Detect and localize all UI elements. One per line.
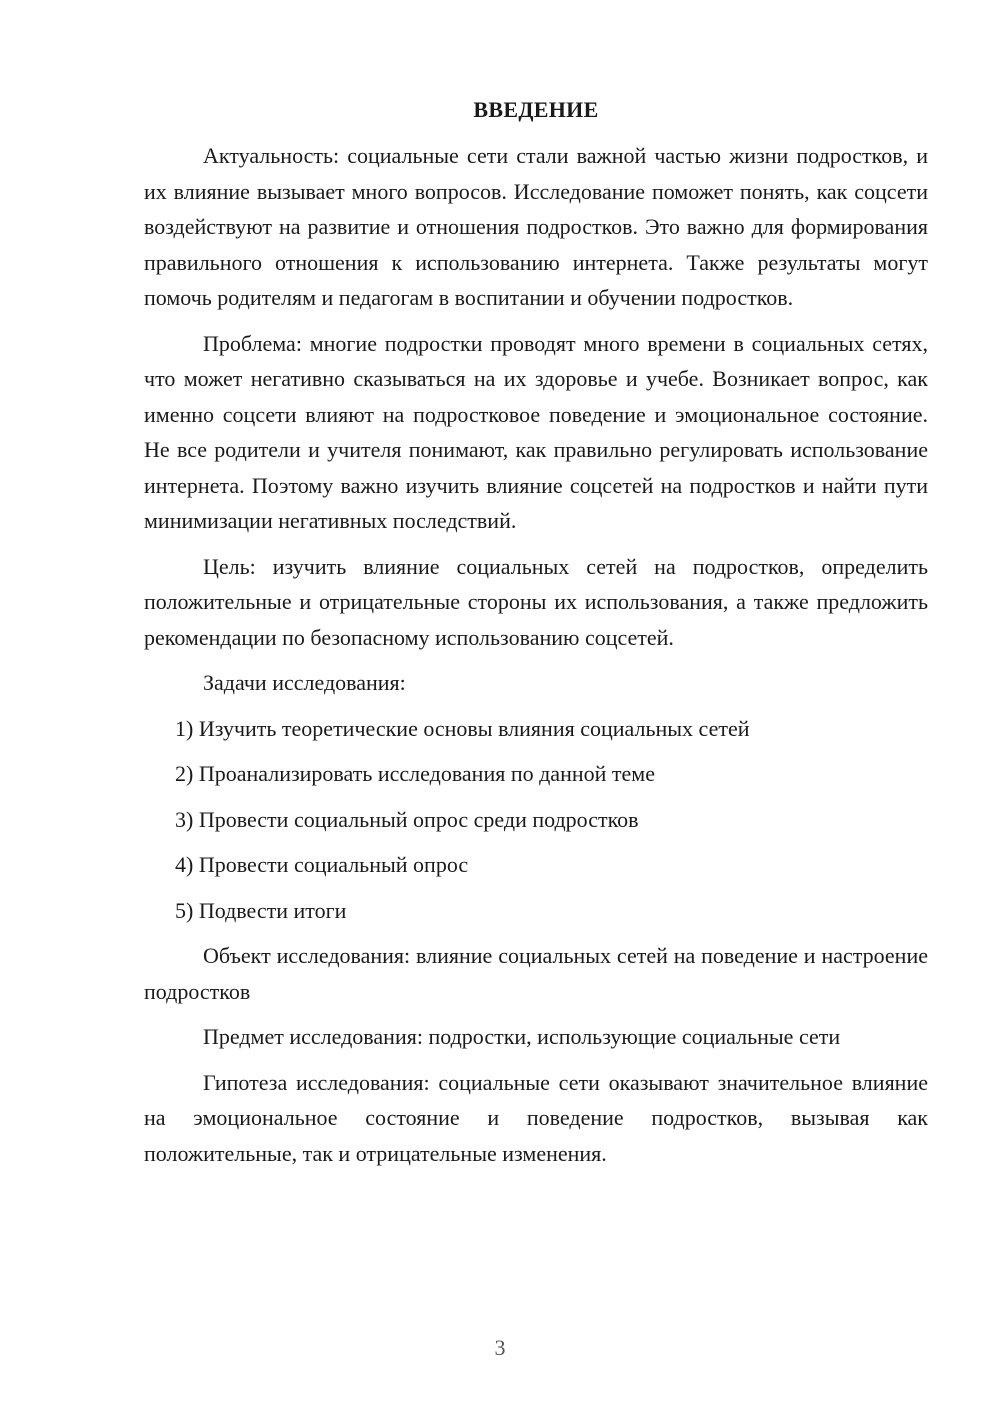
page-number: 3: [494, 1335, 506, 1360]
section-title: ВВЕДЕНИЕ: [473, 97, 599, 122]
document-page: [144, 92, 928, 1181]
subject-paragraph: Предмет исследования: подростки, использующие социальные сети: [203, 1024, 841, 1049]
list-item: 2) Проанализировать исследования по данной теме: [175, 761, 655, 786]
list-item: 1) Изучить теоретические основы влияния социальных сетей: [175, 715, 750, 741]
hypothesis-paragraph: Гипотеза исследования: социальные сети оказывают значительное влияние на эмоциональное состояние и поведение подростков, вызывая как положительные, так и отрицательные изменения.: [144, 1069, 928, 1166]
object-paragraph: Объект исследования: влияние социальных сетей на поведение и настроение подростков: [144, 943, 928, 1004]
tasks-heading: Задачи исследования:: [203, 670, 406, 695]
list-item: 4) Провести социальный опрос: [175, 852, 469, 877]
goal-paragraph: Цель: изучить влияние социальных сетей на подростков, определить положительные и отрицательные стороны их использования, а также предложить рекомендации по безопасному использованию соцсетей.: [144, 553, 928, 650]
relevance-paragraph: Актуальность: социальные сети стали важной частью жизни подростков, и их влияние вызывает много вопросов. Исследование поможет понять, как соцсети воздействуют на развитие и отношения подростков. Это важно для формирования правильного отношения к использованию интернета. Также результаты могут помочь родителям и педагогам в воспитании и обучении подростков.: [144, 143, 928, 310]
tasks-list: [144, 711, 928, 929]
problem-paragraph: Проблема: многие подростки проводят много времени в социальных сетях, что может негативно сказываться на их здоровье и учебе. Возникает вопрос, как именно соцсети влияют на подростковое поведение и эмоциональное состояние. Не все родители и учителя понимают, как правильно регулировать использование интернета. Поэтому важно изучить влияние соцсетей на подростков и найти пути минимизации негативных последствий.: [144, 330, 928, 533]
list-item: 3) Провести социальный опрос среди подростков: [175, 806, 639, 832]
list-item: 5) Подвести итоги: [175, 897, 347, 923]
